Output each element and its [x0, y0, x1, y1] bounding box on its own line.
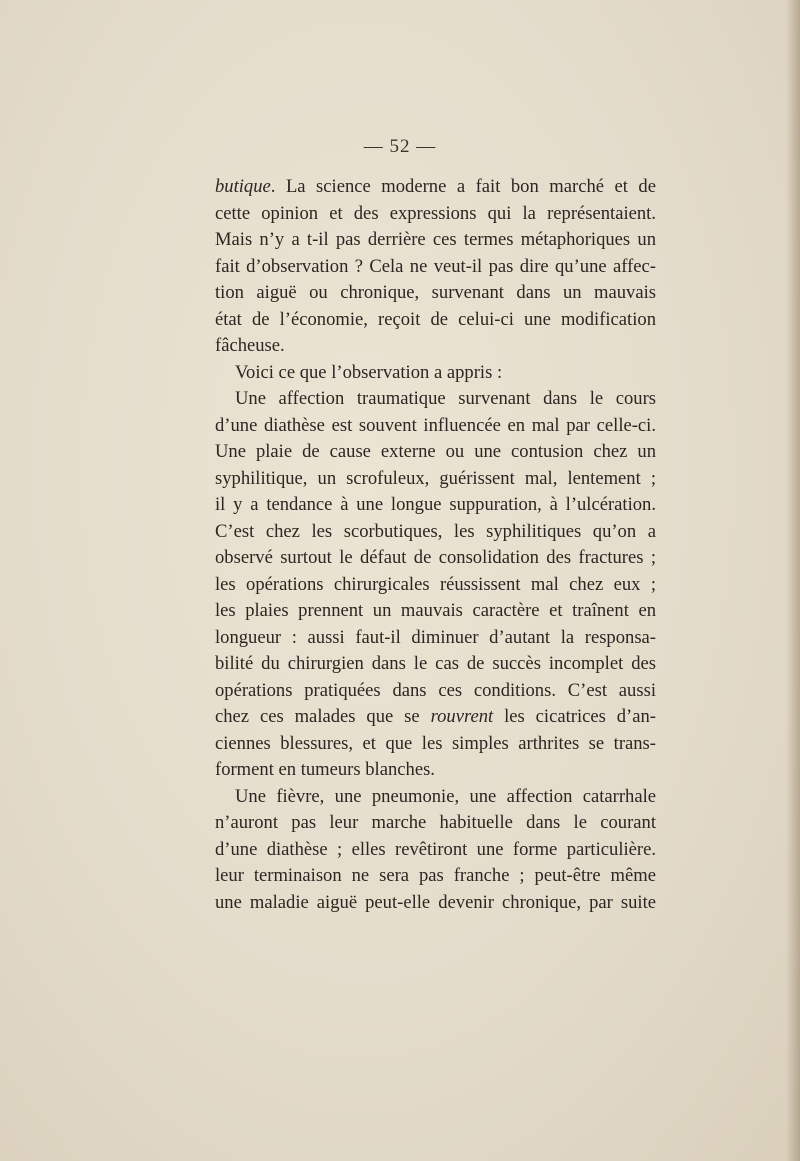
text-segment: une maladie aiguë peut-elle devenir chronique, par suite — [215, 891, 656, 913]
text-segment: cette opinion et des expressions qui la représentaient. — [215, 202, 656, 224]
text-segment: Voici ce que l’observation a appris : — [235, 361, 503, 383]
text-segment: bilité du chirurgien dans le cas de succès incomplet des — [215, 653, 656, 674]
text-segment: longueur : aussi faut-il diminuer d’autant la responsa- — [215, 626, 656, 648]
text-segment: tion aiguë ou chronique, survenant dans un mauvais — [215, 282, 656, 303]
text-line — [215, 227, 656, 254]
text-segment: n’auront pas leur marche habituelle dans le courant — [215, 812, 656, 833]
text-line — [215, 386, 656, 413]
text-line — [215, 466, 656, 493]
text-line — [215, 731, 656, 758]
text-line — [215, 625, 656, 652]
text-line — [215, 651, 656, 678]
text-segment: C’est chez les scorbutiques, les syphilitiques qu’on a — [215, 520, 656, 542]
text-line — [215, 174, 656, 201]
italic-text: butique — [215, 176, 271, 197]
text-segment: Une fièvre, une pneumonie, une affection catarrhale — [235, 785, 656, 807]
text-segment: chez ces malades que se — [215, 706, 431, 727]
text-line — [215, 757, 656, 784]
text-segment: les plaies prennent un mauvais caractère et traînent en — [215, 600, 656, 621]
text-line — [215, 413, 656, 440]
text-line — [215, 810, 656, 837]
text-segment: état de l’économie, reçoit de celui-ci une modification — [215, 308, 656, 330]
text-line — [215, 280, 656, 307]
body-text — [215, 174, 656, 916]
text-line — [215, 439, 656, 466]
text-line — [215, 360, 656, 387]
text-segment: fait d’observation ? Cela ne veut-il pas dire qu’une affec- — [215, 255, 656, 277]
text-segment: observé surtout le défaut de consolidation des fractures ; — [215, 547, 656, 568]
italic-text: rouvrent — [430, 706, 494, 727]
text-line — [215, 598, 656, 625]
text-segment: Mais n’y a t-il pas derrière ces termes métaphoriques un — [215, 229, 656, 250]
text-line — [215, 519, 656, 546]
page-edge-shadow — [786, 0, 800, 1161]
text-line — [215, 704, 656, 731]
text-line — [215, 837, 656, 864]
text-segment: opérations pratiquées dans ces conditions. C’est aussi — [215, 679, 656, 701]
page-number: — 52 — — [363, 136, 437, 157]
text-segment: syphilitique, un scrofuleux, guérissent mal, lentement ; — [215, 467, 656, 489]
text-segment: . La science moderne a fait bon marché et de — [270, 176, 656, 197]
text-line — [215, 492, 656, 519]
text-line — [215, 678, 656, 705]
text-segment: fâcheuse. — [215, 335, 285, 356]
text-line — [215, 307, 656, 334]
text-line — [215, 254, 656, 281]
text-segment: forment en tumeurs blanches. — [215, 759, 435, 780]
text-line — [215, 863, 656, 890]
text-segment: il y a tendance à une longue suppuration, à l’ulcération. — [215, 494, 656, 515]
text-line — [215, 201, 656, 228]
text-segment: d’une diathèse est souvent influencée en mal par celle-ci. — [215, 414, 656, 436]
text-line — [215, 890, 656, 917]
text-line — [215, 784, 656, 811]
text-line — [215, 572, 656, 599]
text-segment: leur terminaison ne sera pas franche ; peut-être même — [215, 865, 656, 886]
text-segment: Une plaie de cause externe ou une contusion chez un — [215, 441, 656, 462]
text-segment: Une affection traumatique survenant dans le cours — [235, 388, 656, 409]
text-line — [215, 545, 656, 572]
text-segment: d’une diathèse ; elles revêtiront une forme particulière. — [215, 838, 656, 860]
text-segment: les cicatrices d’an- — [493, 706, 656, 727]
text-segment: ciennes blessures, et que les simples arthrites se trans- — [215, 732, 656, 754]
text-line — [215, 333, 656, 360]
text-segment: les opérations chirurgicales réussissent mal chez eux ; — [215, 573, 656, 595]
